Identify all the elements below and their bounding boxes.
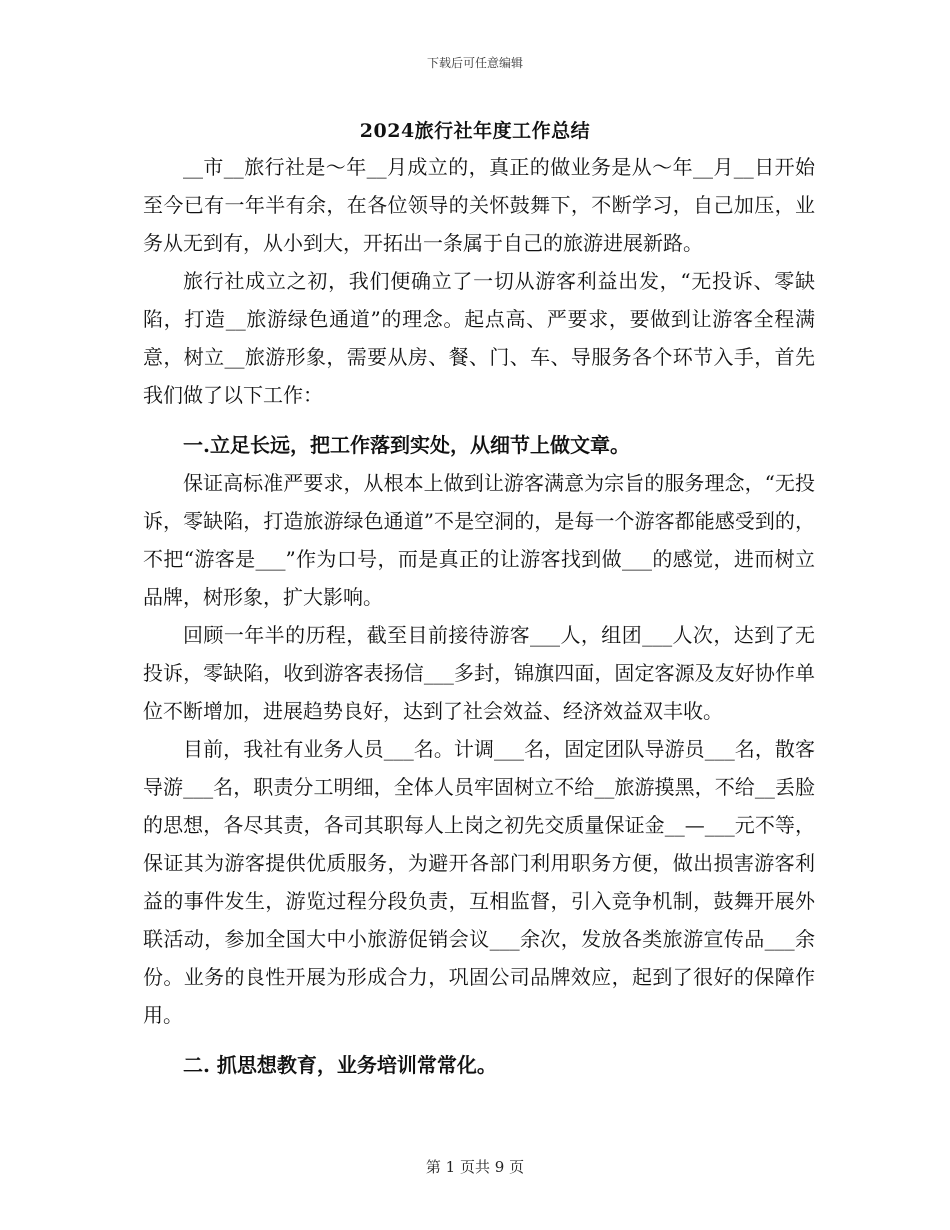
header-note: 下载后可任意编辑	[426, 56, 523, 70]
section-heading-2: 二. 抓思想教育，业务培训常常化。	[183, 1053, 497, 1077]
document-body	[143, 148, 815, 1084]
paragraph-intro: __市__旅行社是～年__月成立的，真正的做业务是从～年__月__日开始至今已有一年半有余，在各位领导的关怀鼓舞下，不断学习，自己加压，业务从无到有，从小到大，开拓出一条属于自己的旅游进展新路。	[143, 155, 815, 255]
paragraph-review: 回顾一年半的历程，截至目前接待游客___人，组团___人次，达到了无投诉，零缺陷，收到游客表扬信___多封，锦旗四面，固定客源及友好协作单位不断增加，进展趋势良好，达到了社会效益、经济效益双丰收。	[143, 623, 815, 723]
document-title: 2024旅行社年度工作总结	[359, 120, 591, 142]
page-number: 第 1 页共 9 页	[425, 1158, 525, 1176]
section-heading-1: 一.立足长远，把工作落到实处，从细节上做文章。	[183, 433, 630, 457]
paragraph-founding-principle: 旅行社成立之初，我们便确立了一切从游客利益出发，“无投诉、零缺陷，打造__旅游绿色通道”的理念。起点高、严要求，要做到让游客全程满意，树立__旅游形象，需要从房、餐、门、车、导服务各个环节入手，首先我们做了以下工作：	[143, 269, 815, 407]
paragraph-staffing: 目前，我社有业务人员___名。计调___名，固定团队导游员___名，散客导游___名，职责分工明细，全体人员牢固树立不给__旅游摸黑，不给__丢脸的思想，各尽其责，各司其职每人上岗之初先交质量保证金__—___元不等，保证其为游客提供优质服务，为避开各部门利用职务方便，做出损害游客利益的事件发生，游览过程分段负责，互相监督，引入竞争机制，鼓舞开展外联活动，参加全国大中小旅游促销会议___余次，发放各类旅游宣传品___余份。业务的良性开展为形成合力，巩固公司品牌效应，起到了很好的保障作用。	[143, 737, 815, 1027]
paragraph-service-standard: 保证高标准严要求，从根本上做到让游客满意为宗旨的服务理念，“无投诉，零缺陷，打造旅游绿色通道”不是空洞的，是每一个游客都能感受到的，不把“游客是___”作为口号，而是真正的让游客找到做___的感觉，进而树立品牌，树形象，扩大影响。	[143, 471, 815, 609]
